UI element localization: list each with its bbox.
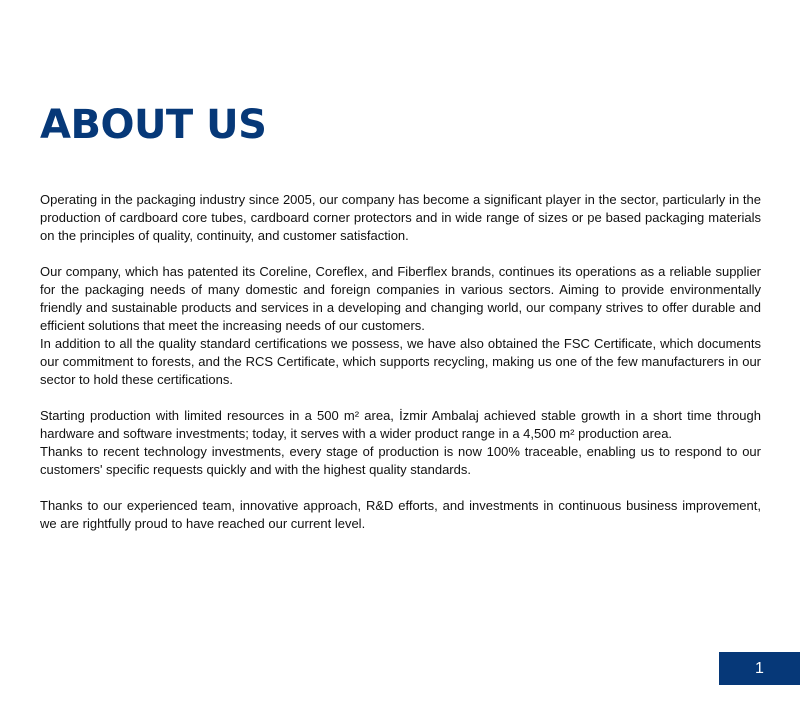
paragraph-growth: Starting production with limited resources in a 500 m² area, İzmir Ambalaj achieved stable growth in a short time through hardware and software investments; today, it serves with a wider product range in a 4,500 m² production area. xyxy=(40,408,761,441)
paragraph-team: Thanks to our experienced team, innovative approach, R&D efforts, and investments in continuous business improvement, we are rightfully proud to have reached our current level. xyxy=(40,498,761,531)
about-body xyxy=(40,191,761,533)
page-title: ABOUT US xyxy=(40,102,267,148)
paragraph-history: Operating in the packaging industry since 2005, our company has become a significant player in the sector, particularly in the production of cardboard core tubes, cardboard corner protectors and in wide range of sizes or pe based packaging materials on the principles of quality, continuity, and customer satisfaction. xyxy=(40,192,761,243)
paragraph-traceability: Thanks to recent technology investments, every stage of production is now 100% traceable, enabling us to respond to our customers' specific requests quickly and with the highest quality standards. xyxy=(40,444,761,477)
paragraph-certifications: In addition to all the quality standard certifications we possess, we have also obtained the FSC Certificate, which documents our commitment to forests, and the RCS Certificate, which supports recycling, making us one of the few manufacturers in our sector to hold these certifications. xyxy=(40,336,761,387)
paragraph-brands: Our company, which has patented its Coreline, Coreflex, and Fiberflex brands, continues its operations as a reliable supplier for the packaging needs of many domestic and foreign companies in various sectors. Aiming to provide environmentally friendly and sustainable products and services in a developing and changing world, our company strives to offer durable and efficient solutions that meet the increasing needs of our customers. xyxy=(40,264,761,333)
page-number-badge: 1 xyxy=(719,652,800,685)
